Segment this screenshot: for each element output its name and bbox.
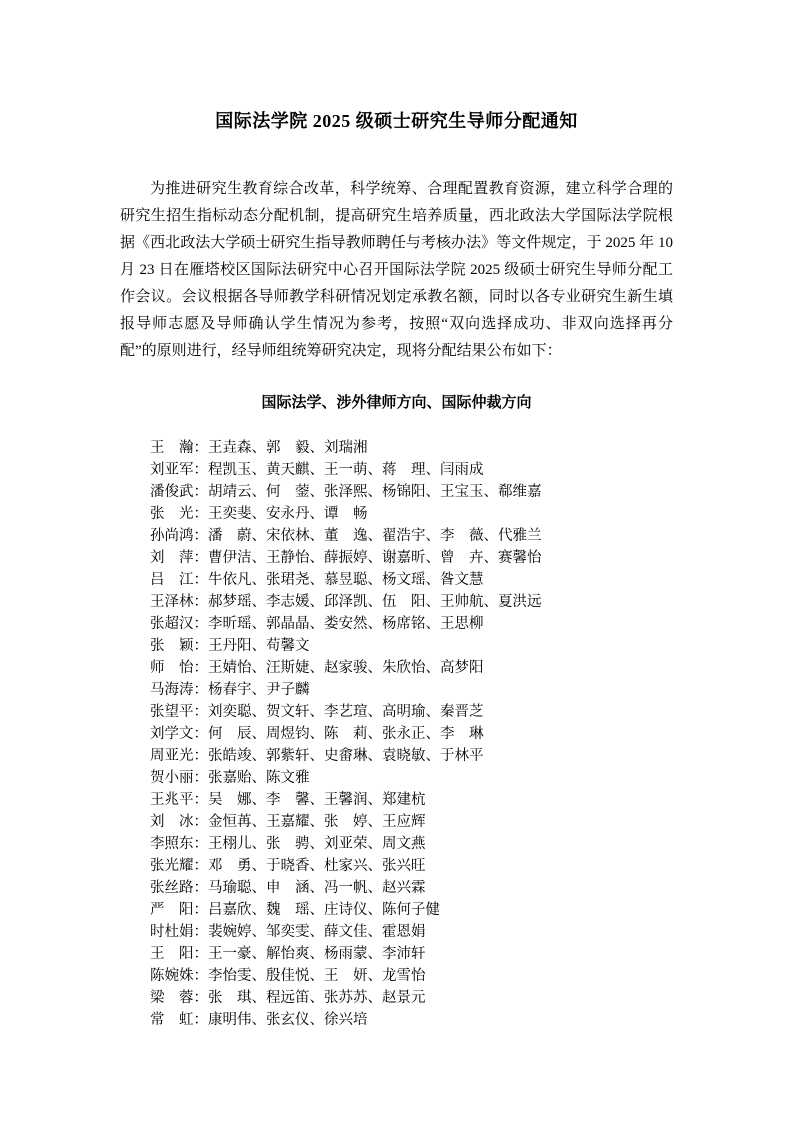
colon-separator: ： <box>193 770 208 786</box>
assignment-row <box>150 657 673 679</box>
assignment-row <box>150 811 673 833</box>
mentor-name: 常 虹 <box>150 1012 194 1028</box>
student-names: 张皓竣、郭紫轩、史畬琳、袁晓敏、于林平 <box>208 748 484 764</box>
assignment-row <box>150 899 673 921</box>
student-names: 邓 勇、于晓香、杜家兴、张兴旺 <box>208 858 426 874</box>
assignment-row <box>150 635 673 657</box>
assignment-list <box>150 437 673 1031</box>
student-names: 何 辰、周煜钧、陈 莉、张永正、李 琳 <box>208 726 484 742</box>
assignment-row <box>150 833 673 855</box>
student-names: 程凯玉、黄天麒、王一萌、蒋 理、闫雨成 <box>208 462 484 478</box>
colon-separator: ： <box>193 572 208 588</box>
colon-separator: ： <box>193 814 208 830</box>
mentor-name: 王兆平 <box>150 792 194 808</box>
student-names: 胡靖云、何 蓥、张泽熙、杨锦阳、王宝玉、郗维嘉 <box>208 484 542 500</box>
assignment-row <box>150 701 673 723</box>
assignment-row <box>150 613 673 635</box>
mentor-name: 张望平 <box>150 704 194 720</box>
student-names: 曹伊洁、王静怡、薛振婷、谢嘉昕、曾 卉、赛馨怡 <box>208 550 542 566</box>
intro-paragraph: 为推进研究生教育综合改革，科学统筹、合理配置教育资源，建立科学合理的研究生招生指标动态分配机制，提高研究生培养质量，西北政法大学国际法学院根据《西北政法大学硕士研究生指导教师聘任与考核办法》等文件规定，于 2025 年 10 月 23 日在雁塔校区国际法研究中心召开国际法学院 2025 级硕士研究生导师分配工作会议。会议根据各导师教学科研情况划定承教名额，同时以各专业研究生新生填报导师志愿及导师确认学生情况为参考，按照“双向选择成功、非双向选择再分配”的原则进行，经导师组统筹研究决定，现将分配结果公布如下： <box>120 181 673 359</box>
assignment-row <box>150 987 673 1009</box>
mentor-name: 刘学文 <box>150 726 194 742</box>
student-names: 杨春宇、尹子麟 <box>208 682 310 698</box>
colon-separator: ： <box>193 748 208 764</box>
mentor-name: 张 颖 <box>150 638 194 654</box>
section-heading: 国际法学、涉外律师方向、国际仲裁方向 <box>261 395 532 411</box>
student-names: 王垚森、郭 毅、刘瑞湘 <box>208 440 368 456</box>
mentor-name: 时杜娟 <box>150 924 194 940</box>
assignment-row <box>150 547 673 569</box>
assignment-row <box>150 965 673 987</box>
colon-separator: ： <box>193 726 208 742</box>
mentor-name: 贺小丽 <box>150 770 194 786</box>
mentor-name: 刘亚军 <box>150 462 194 478</box>
colon-separator: ： <box>193 484 208 500</box>
mentor-name: 王 瀚 <box>150 440 194 456</box>
assignment-row <box>150 679 673 701</box>
mentor-name: 马海涛 <box>150 682 194 698</box>
mentor-name: 孙尚鸿 <box>150 528 194 544</box>
assignment-row <box>150 459 673 481</box>
colon-separator: ： <box>193 462 208 478</box>
mentor-name: 周亚光 <box>150 748 194 764</box>
colon-separator: ： <box>193 946 208 962</box>
colon-separator: ： <box>193 550 208 566</box>
assignment-row <box>150 525 673 547</box>
mentor-name: 严 阳 <box>150 902 194 918</box>
student-names: 王一豪、解怡爽、杨雨蒙、李沛轩 <box>208 946 426 962</box>
assignment-row <box>150 745 673 767</box>
assignment-row <box>150 437 673 459</box>
assignment-row <box>150 921 673 943</box>
colon-separator: ： <box>193 682 208 698</box>
colon-separator: ： <box>193 594 208 610</box>
colon-separator: ： <box>193 616 208 632</box>
colon-separator: ： <box>193 638 208 654</box>
mentor-name: 吕 江 <box>150 572 194 588</box>
mentor-name: 王泽林 <box>150 594 194 610</box>
mentor-name: 刘 冰 <box>150 814 194 830</box>
student-names: 郝梦瑶、李志媛、邱泽凯、伍 阳、王帅航、夏洪远 <box>208 594 542 610</box>
assignment-row <box>150 1009 673 1031</box>
mentor-name: 李照东 <box>150 836 194 852</box>
colon-separator: ： <box>193 506 208 522</box>
mentor-name: 王 阳 <box>150 946 194 962</box>
assignment-row <box>150 569 673 591</box>
student-names: 潘 蔚、宋依林、董 逸、翟浩宇、李 薇、代雅兰 <box>208 528 542 544</box>
student-names: 刘奕聪、贺文轩、李艺瑄、高明瑜、秦晋芝 <box>208 704 484 720</box>
page-title: 国际法学院 2025 级硕士研究生导师分配通知 <box>215 111 578 131</box>
mentor-name: 陈婉姝 <box>150 968 194 984</box>
mentor-name: 张丝路 <box>150 880 194 896</box>
mentor-name: 张超汉 <box>150 616 194 632</box>
mentor-name: 师 怡 <box>150 660 194 676</box>
student-names: 张 琪、程远笛、张苏苏、赵景元 <box>208 990 426 1006</box>
student-names: 王婧怡、汪斯婕、赵家骏、朱欣怡、高梦阳 <box>208 660 484 676</box>
student-names: 金恒苒、王嘉耀、张 婷、王应辉 <box>208 814 426 830</box>
colon-separator: ： <box>193 660 208 676</box>
student-names: 李昕瑶、郭晶晶、娄安然、杨席铭、王思柳 <box>208 616 484 632</box>
student-names: 王奕斐、安永丹、谭 畅 <box>208 506 368 522</box>
student-names: 康明伟、张玄仪、徐兴培 <box>208 1012 368 1028</box>
assignment-row <box>150 481 673 503</box>
assignment-row <box>150 789 673 811</box>
mentor-name: 刘 萍 <box>150 550 194 566</box>
student-names: 牛依凡、张珺尧、慕昱聪、杨文瑶、昝文慧 <box>208 572 484 588</box>
colon-separator: ： <box>193 836 208 852</box>
colon-separator: ： <box>193 990 208 1006</box>
student-names: 张嘉贻、陈文雅 <box>208 770 310 786</box>
assignment-row <box>150 855 673 877</box>
student-names: 裴婉婷、邹奕雯、薛文佳、霍恩娟 <box>208 924 426 940</box>
student-names: 王丹阳、苟馨文 <box>208 638 310 654</box>
assignment-row <box>150 767 673 789</box>
mentor-name: 张 光 <box>150 506 194 522</box>
colon-separator: ： <box>193 858 208 874</box>
assignment-row <box>150 503 673 525</box>
colon-separator: ： <box>193 902 208 918</box>
colon-separator: ： <box>193 440 208 456</box>
mentor-name: 梁 蓉 <box>150 990 194 1006</box>
student-names: 吕嘉欣、魏 瑶、庄诗仪、陈何子健 <box>208 902 440 918</box>
assignment-row <box>150 723 673 745</box>
colon-separator: ： <box>193 528 208 544</box>
assignment-row <box>150 591 673 613</box>
assignment-row <box>150 943 673 965</box>
student-names: 吴 娜、李 馨、王馨润、郑建杭 <box>208 792 426 808</box>
mentor-name: 潘俊武 <box>150 484 194 500</box>
colon-separator: ： <box>193 704 208 720</box>
colon-separator: ： <box>193 968 208 984</box>
mentor-name: 张光耀 <box>150 858 194 874</box>
colon-separator: ： <box>193 880 208 896</box>
student-names: 李怡雯、殷佳悦、王 妍、龙雪怡 <box>208 968 426 984</box>
assignment-row <box>150 877 673 899</box>
colon-separator: ： <box>193 924 208 940</box>
student-names: 马瑜聪、申 涵、冯一帆、赵兴霖 <box>208 880 426 896</box>
colon-separator: ： <box>193 792 208 808</box>
colon-separator: ： <box>193 1012 208 1028</box>
student-names: 王栩儿、张 骋、刘亚荣、周文燕 <box>208 836 426 852</box>
